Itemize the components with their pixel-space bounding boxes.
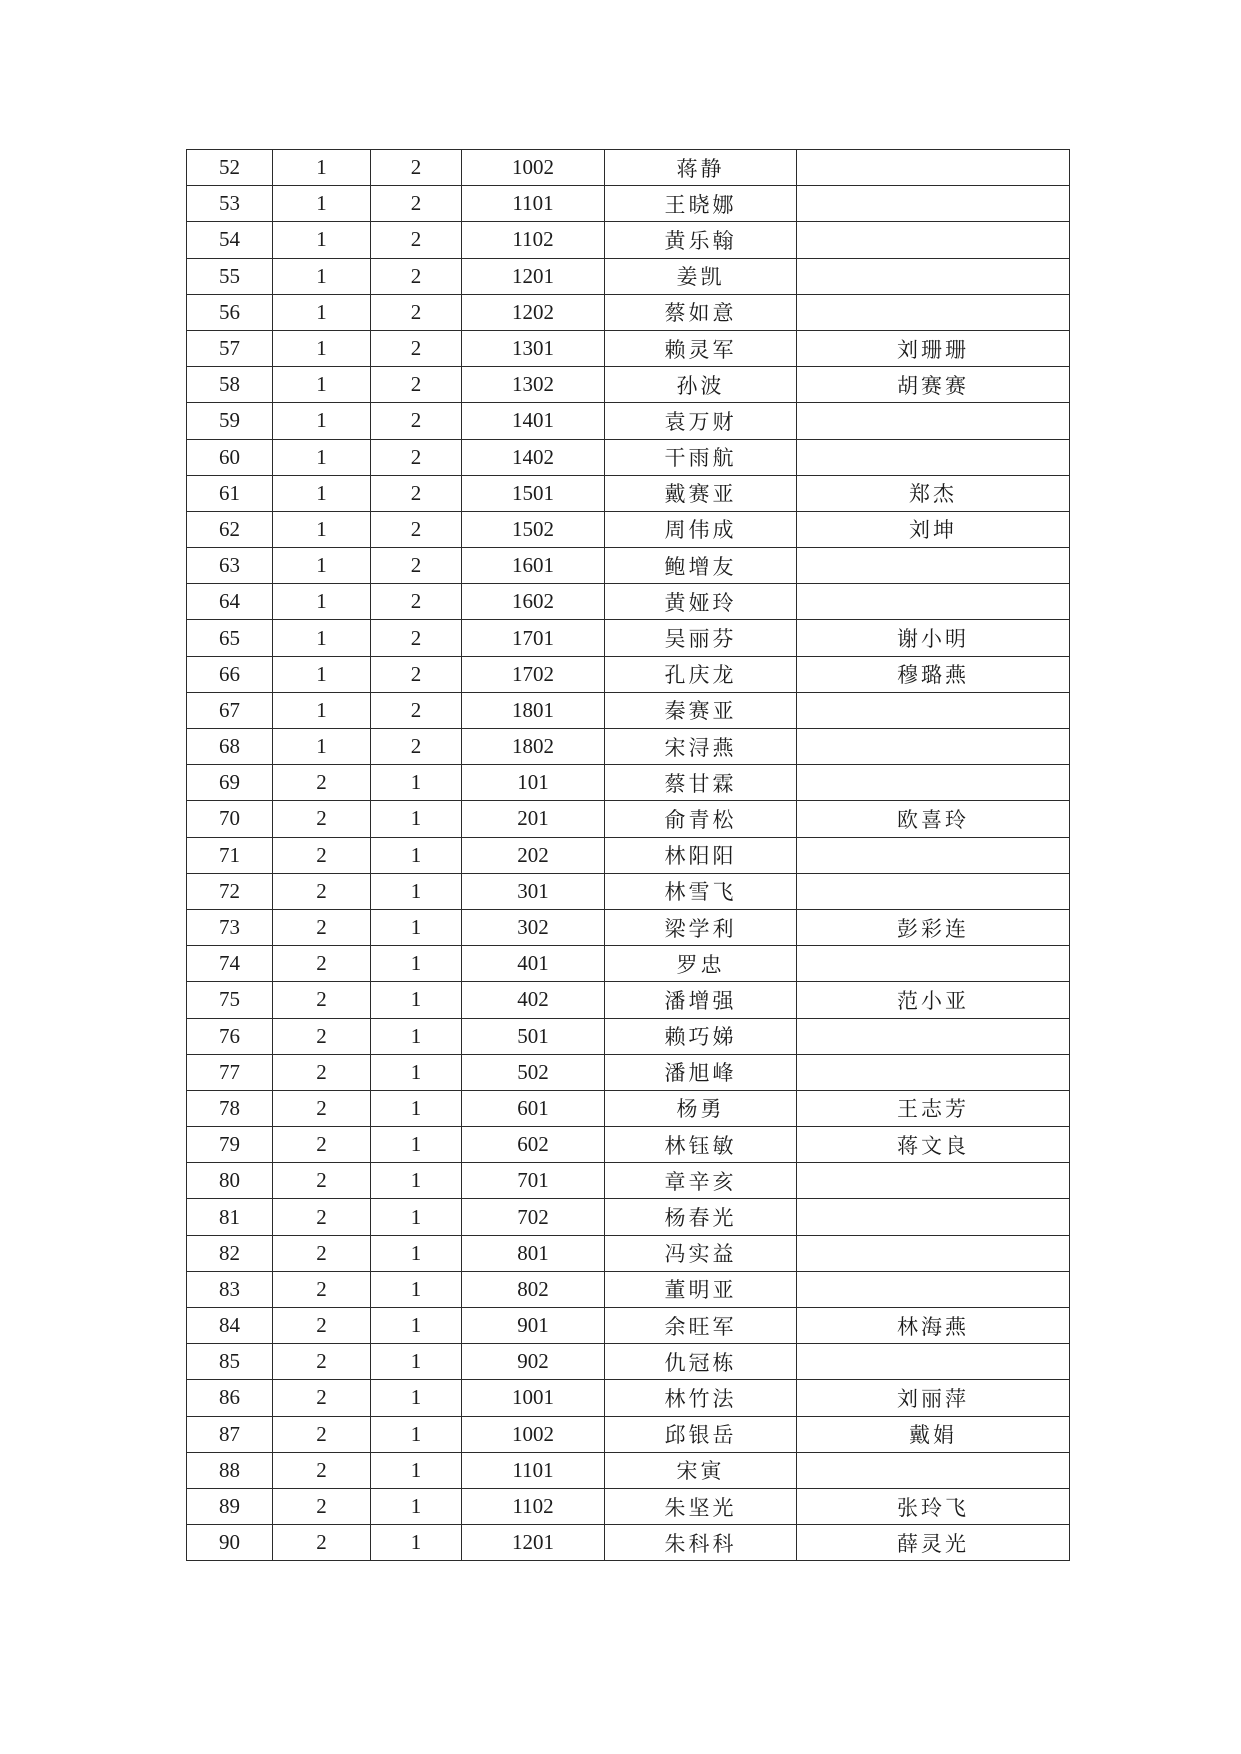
cell-col3: 1 xyxy=(371,1054,462,1090)
cell-col3: 2 xyxy=(371,294,462,330)
table-row xyxy=(187,692,1070,728)
cell-name1: 蔡甘霖 xyxy=(605,765,797,801)
cell-col2: 2 xyxy=(273,1488,371,1524)
cell-col2: 2 xyxy=(273,1344,371,1380)
cell-room: 1102 xyxy=(462,1488,605,1524)
cell-name2 xyxy=(797,1452,1070,1488)
table-row xyxy=(187,801,1070,837)
cell-col2: 1 xyxy=(273,475,371,511)
table-row xyxy=(187,765,1070,801)
cell-col3: 2 xyxy=(371,511,462,547)
cell-col2: 2 xyxy=(273,1199,371,1235)
cell-room: 401 xyxy=(462,946,605,982)
table-row xyxy=(187,1199,1070,1235)
table-row xyxy=(187,909,1070,945)
cell-room: 1201 xyxy=(462,258,605,294)
cell-name2: 戴娟 xyxy=(797,1416,1070,1452)
table-row xyxy=(187,475,1070,511)
cell-room: 902 xyxy=(462,1344,605,1380)
cell-col3: 1 xyxy=(371,1525,462,1561)
cell-room: 1002 xyxy=(462,1416,605,1452)
cell-name2: 穆璐燕 xyxy=(797,656,1070,692)
cell-num: 80 xyxy=(187,1163,273,1199)
cell-num: 65 xyxy=(187,620,273,656)
cell-col2: 1 xyxy=(273,258,371,294)
cell-col3: 1 xyxy=(371,1199,462,1235)
cell-col2: 2 xyxy=(273,1163,371,1199)
cell-name1: 秦赛亚 xyxy=(605,692,797,728)
cell-col3: 2 xyxy=(371,475,462,511)
cell-num: 87 xyxy=(187,1416,273,1452)
cell-room: 101 xyxy=(462,765,605,801)
table-row xyxy=(187,656,1070,692)
cell-name2 xyxy=(797,1271,1070,1307)
table-row xyxy=(187,258,1070,294)
cell-num: 90 xyxy=(187,1525,273,1561)
cell-name1: 宋寅 xyxy=(605,1452,797,1488)
cell-name1: 孙波 xyxy=(605,367,797,403)
cell-room: 1701 xyxy=(462,620,605,656)
cell-room: 1402 xyxy=(462,439,605,475)
cell-col2: 1 xyxy=(273,150,371,186)
cell-name1: 干雨航 xyxy=(605,439,797,475)
table-row xyxy=(187,403,1070,439)
cell-room: 1302 xyxy=(462,367,605,403)
cell-col2: 2 xyxy=(273,1416,371,1452)
cell-room: 402 xyxy=(462,982,605,1018)
cell-col3: 2 xyxy=(371,729,462,765)
cell-name2: 刘丽萍 xyxy=(797,1380,1070,1416)
table-row xyxy=(187,439,1070,475)
cell-room: 701 xyxy=(462,1163,605,1199)
cell-name1: 章辛亥 xyxy=(605,1163,797,1199)
cell-name2 xyxy=(797,765,1070,801)
cell-name2 xyxy=(797,548,1070,584)
cell-name1: 袁万财 xyxy=(605,403,797,439)
cell-name1: 赖灵军 xyxy=(605,330,797,366)
cell-col2: 2 xyxy=(273,1090,371,1126)
cell-num: 74 xyxy=(187,946,273,982)
cell-room: 702 xyxy=(462,1199,605,1235)
cell-col2: 2 xyxy=(273,1308,371,1344)
cell-name1: 杨勇 xyxy=(605,1090,797,1126)
table-row xyxy=(187,1488,1070,1524)
cell-name2 xyxy=(797,1199,1070,1235)
table-row xyxy=(187,1127,1070,1163)
cell-name2 xyxy=(797,1235,1070,1271)
cell-name2: 谢小明 xyxy=(797,620,1070,656)
cell-num: 72 xyxy=(187,873,273,909)
cell-col2: 2 xyxy=(273,1380,371,1416)
cell-num: 54 xyxy=(187,222,273,258)
cell-col3: 1 xyxy=(371,1127,462,1163)
cell-room: 1301 xyxy=(462,330,605,366)
cell-col3: 2 xyxy=(371,439,462,475)
cell-col2: 2 xyxy=(273,946,371,982)
cell-name2: 刘坤 xyxy=(797,511,1070,547)
table-row xyxy=(187,1271,1070,1307)
cell-name1: 孔庆龙 xyxy=(605,656,797,692)
cell-col3: 1 xyxy=(371,946,462,982)
cell-num: 86 xyxy=(187,1380,273,1416)
cell-name1: 林雪飞 xyxy=(605,873,797,909)
cell-col3: 2 xyxy=(371,330,462,366)
cell-name1: 吴丽芬 xyxy=(605,620,797,656)
cell-name2: 郑杰 xyxy=(797,475,1070,511)
table-row xyxy=(187,330,1070,366)
cell-col2: 2 xyxy=(273,1127,371,1163)
cell-col2: 1 xyxy=(273,222,371,258)
cell-num: 79 xyxy=(187,1127,273,1163)
cell-room: 302 xyxy=(462,909,605,945)
cell-num: 61 xyxy=(187,475,273,511)
cell-col3: 1 xyxy=(371,873,462,909)
table-row xyxy=(187,982,1070,1018)
cell-col3: 1 xyxy=(371,1163,462,1199)
cell-col3: 2 xyxy=(371,222,462,258)
cell-col2: 2 xyxy=(273,1235,371,1271)
cell-col2: 2 xyxy=(273,909,371,945)
cell-name1: 罗忠 xyxy=(605,946,797,982)
cell-name2: 彭彩连 xyxy=(797,909,1070,945)
cell-col3: 1 xyxy=(371,1308,462,1344)
cell-num: 81 xyxy=(187,1199,273,1235)
cell-room: 602 xyxy=(462,1127,605,1163)
cell-room: 1802 xyxy=(462,729,605,765)
cell-name2 xyxy=(797,1018,1070,1054)
cell-name2: 刘珊珊 xyxy=(797,330,1070,366)
cell-col2: 2 xyxy=(273,1054,371,1090)
cell-name1: 潘旭峰 xyxy=(605,1054,797,1090)
cell-room: 1702 xyxy=(462,656,605,692)
cell-num: 63 xyxy=(187,548,273,584)
cell-room: 901 xyxy=(462,1308,605,1344)
table-row xyxy=(187,873,1070,909)
cell-num: 66 xyxy=(187,656,273,692)
cell-num: 88 xyxy=(187,1452,273,1488)
cell-name1: 俞青松 xyxy=(605,801,797,837)
cell-col3: 2 xyxy=(371,548,462,584)
cell-col3: 1 xyxy=(371,1344,462,1380)
cell-num: 75 xyxy=(187,982,273,1018)
cell-num: 77 xyxy=(187,1054,273,1090)
cell-room: 1801 xyxy=(462,692,605,728)
cell-num: 71 xyxy=(187,837,273,873)
cell-name2 xyxy=(797,150,1070,186)
cell-name2 xyxy=(797,439,1070,475)
table-row xyxy=(187,511,1070,547)
cell-col2: 2 xyxy=(273,837,371,873)
cell-col2: 1 xyxy=(273,330,371,366)
cell-col3: 1 xyxy=(371,982,462,1018)
cell-col3: 1 xyxy=(371,909,462,945)
cell-num: 52 xyxy=(187,150,273,186)
cell-num: 83 xyxy=(187,1271,273,1307)
cell-col2: 1 xyxy=(273,656,371,692)
cell-col3: 1 xyxy=(371,1271,462,1307)
cell-room: 802 xyxy=(462,1271,605,1307)
table-row xyxy=(187,946,1070,982)
cell-room: 1401 xyxy=(462,403,605,439)
cell-col3: 2 xyxy=(371,186,462,222)
cell-name2 xyxy=(797,1163,1070,1199)
cell-col3: 1 xyxy=(371,1416,462,1452)
cell-num: 59 xyxy=(187,403,273,439)
cell-col3: 1 xyxy=(371,765,462,801)
cell-col3: 1 xyxy=(371,1235,462,1271)
table-row xyxy=(187,150,1070,186)
cell-room: 1202 xyxy=(462,294,605,330)
table-row xyxy=(187,1163,1070,1199)
cell-col2: 1 xyxy=(273,403,371,439)
cell-num: 85 xyxy=(187,1344,273,1380)
cell-room: 1601 xyxy=(462,548,605,584)
cell-name1: 周伟成 xyxy=(605,511,797,547)
cell-room: 601 xyxy=(462,1090,605,1126)
cell-name2: 胡赛赛 xyxy=(797,367,1070,403)
cell-room: 1502 xyxy=(462,511,605,547)
cell-num: 68 xyxy=(187,729,273,765)
cell-name1: 林竹法 xyxy=(605,1380,797,1416)
cell-name2 xyxy=(797,403,1070,439)
cell-name1: 戴赛亚 xyxy=(605,475,797,511)
cell-col2: 1 xyxy=(273,620,371,656)
table-row xyxy=(187,1018,1070,1054)
cell-room: 1501 xyxy=(462,475,605,511)
roster-table-body xyxy=(187,150,1070,1561)
cell-num: 69 xyxy=(187,765,273,801)
table-row xyxy=(187,837,1070,873)
table-row xyxy=(187,1235,1070,1271)
cell-name1: 朱科科 xyxy=(605,1525,797,1561)
cell-name1: 蔡如意 xyxy=(605,294,797,330)
cell-col3: 2 xyxy=(371,258,462,294)
cell-col3: 1 xyxy=(371,837,462,873)
cell-name2: 欧喜玲 xyxy=(797,801,1070,837)
cell-name1: 梁学利 xyxy=(605,909,797,945)
cell-name2: 林海燕 xyxy=(797,1308,1070,1344)
cell-num: 78 xyxy=(187,1090,273,1126)
table-row xyxy=(187,1416,1070,1452)
cell-name1: 潘增强 xyxy=(605,982,797,1018)
cell-room: 1101 xyxy=(462,186,605,222)
cell-col2: 2 xyxy=(273,1452,371,1488)
cell-room: 1002 xyxy=(462,150,605,186)
cell-col2: 1 xyxy=(273,548,371,584)
cell-col2: 2 xyxy=(273,1271,371,1307)
cell-name2 xyxy=(797,946,1070,982)
cell-num: 53 xyxy=(187,186,273,222)
cell-room: 301 xyxy=(462,873,605,909)
cell-col3: 2 xyxy=(371,403,462,439)
cell-col3: 2 xyxy=(371,584,462,620)
cell-col3: 2 xyxy=(371,367,462,403)
cell-col3: 1 xyxy=(371,1488,462,1524)
cell-col3: 2 xyxy=(371,150,462,186)
cell-num: 64 xyxy=(187,584,273,620)
table-row xyxy=(187,1308,1070,1344)
cell-name2 xyxy=(797,258,1070,294)
cell-room: 1101 xyxy=(462,1452,605,1488)
cell-name2 xyxy=(797,584,1070,620)
cell-name2 xyxy=(797,1344,1070,1380)
cell-name1: 仇冠栋 xyxy=(605,1344,797,1380)
table-row xyxy=(187,1525,1070,1561)
cell-col2: 1 xyxy=(273,439,371,475)
cell-name2 xyxy=(797,873,1070,909)
cell-col3: 1 xyxy=(371,1380,462,1416)
cell-name2: 薛灵光 xyxy=(797,1525,1070,1561)
cell-name1: 宋浔燕 xyxy=(605,729,797,765)
cell-col2: 1 xyxy=(273,584,371,620)
cell-name1: 王晓娜 xyxy=(605,186,797,222)
cell-room: 502 xyxy=(462,1054,605,1090)
cell-name2: 张玲飞 xyxy=(797,1488,1070,1524)
cell-col2: 2 xyxy=(273,765,371,801)
cell-col3: 1 xyxy=(371,1090,462,1126)
cell-col3: 2 xyxy=(371,692,462,728)
cell-room: 201 xyxy=(462,801,605,837)
cell-num: 55 xyxy=(187,258,273,294)
cell-room: 501 xyxy=(462,1018,605,1054)
cell-col2: 2 xyxy=(273,1018,371,1054)
table-row xyxy=(187,1344,1070,1380)
cell-name1: 杨春光 xyxy=(605,1199,797,1235)
cell-num: 67 xyxy=(187,692,273,728)
cell-col3: 2 xyxy=(371,620,462,656)
cell-col2: 1 xyxy=(273,367,371,403)
cell-name2 xyxy=(797,1054,1070,1090)
cell-num: 82 xyxy=(187,1235,273,1271)
cell-num: 73 xyxy=(187,909,273,945)
cell-name2: 王志芳 xyxy=(797,1090,1070,1126)
table-row xyxy=(187,222,1070,258)
cell-name1: 黄娅玲 xyxy=(605,584,797,620)
cell-room: 1201 xyxy=(462,1525,605,1561)
table-row xyxy=(187,620,1070,656)
cell-num: 62 xyxy=(187,511,273,547)
cell-num: 76 xyxy=(187,1018,273,1054)
cell-col3: 1 xyxy=(371,1452,462,1488)
table-row xyxy=(187,367,1070,403)
cell-name1: 冯实益 xyxy=(605,1235,797,1271)
cell-name1: 姜凯 xyxy=(605,258,797,294)
cell-name2 xyxy=(797,186,1070,222)
cell-col2: 1 xyxy=(273,186,371,222)
cell-col3: 2 xyxy=(371,656,462,692)
cell-col2: 1 xyxy=(273,511,371,547)
cell-col2: 1 xyxy=(273,692,371,728)
table-row xyxy=(187,584,1070,620)
cell-name1: 余旺军 xyxy=(605,1308,797,1344)
cell-num: 58 xyxy=(187,367,273,403)
table-row xyxy=(187,1090,1070,1126)
cell-name2 xyxy=(797,294,1070,330)
cell-room: 1602 xyxy=(462,584,605,620)
cell-name1: 朱坚光 xyxy=(605,1488,797,1524)
cell-col2: 1 xyxy=(273,294,371,330)
cell-col3: 1 xyxy=(371,1018,462,1054)
cell-name2 xyxy=(797,837,1070,873)
cell-name2 xyxy=(797,729,1070,765)
cell-name1: 林阳阳 xyxy=(605,837,797,873)
cell-name1: 邱银岳 xyxy=(605,1416,797,1452)
cell-name1: 林钰敏 xyxy=(605,1127,797,1163)
cell-col2: 2 xyxy=(273,982,371,1018)
cell-room: 1001 xyxy=(462,1380,605,1416)
cell-col3: 1 xyxy=(371,801,462,837)
cell-room: 1102 xyxy=(462,222,605,258)
cell-name1: 鲍增友 xyxy=(605,548,797,584)
cell-col2: 2 xyxy=(273,1525,371,1561)
table-row xyxy=(187,1380,1070,1416)
roster-table xyxy=(186,149,1070,1561)
table-row xyxy=(187,548,1070,584)
cell-name1: 蒋静 xyxy=(605,150,797,186)
table-row xyxy=(187,1054,1070,1090)
table-row xyxy=(187,1452,1070,1488)
cell-num: 89 xyxy=(187,1488,273,1524)
cell-num: 60 xyxy=(187,439,273,475)
cell-col2: 1 xyxy=(273,729,371,765)
cell-room: 202 xyxy=(462,837,605,873)
table-row xyxy=(187,729,1070,765)
cell-name2 xyxy=(797,692,1070,728)
cell-name2: 蒋文良 xyxy=(797,1127,1070,1163)
cell-name1: 赖巧娣 xyxy=(605,1018,797,1054)
cell-col2: 2 xyxy=(273,873,371,909)
table-row xyxy=(187,186,1070,222)
cell-name2 xyxy=(797,222,1070,258)
table-row xyxy=(187,294,1070,330)
cell-num: 84 xyxy=(187,1308,273,1344)
cell-col2: 2 xyxy=(273,801,371,837)
cell-name2: 范小亚 xyxy=(797,982,1070,1018)
cell-num: 56 xyxy=(187,294,273,330)
cell-room: 801 xyxy=(462,1235,605,1271)
cell-name1: 董明亚 xyxy=(605,1271,797,1307)
cell-name1: 黄乐翰 xyxy=(605,222,797,258)
cell-num: 57 xyxy=(187,330,273,366)
cell-num: 70 xyxy=(187,801,273,837)
